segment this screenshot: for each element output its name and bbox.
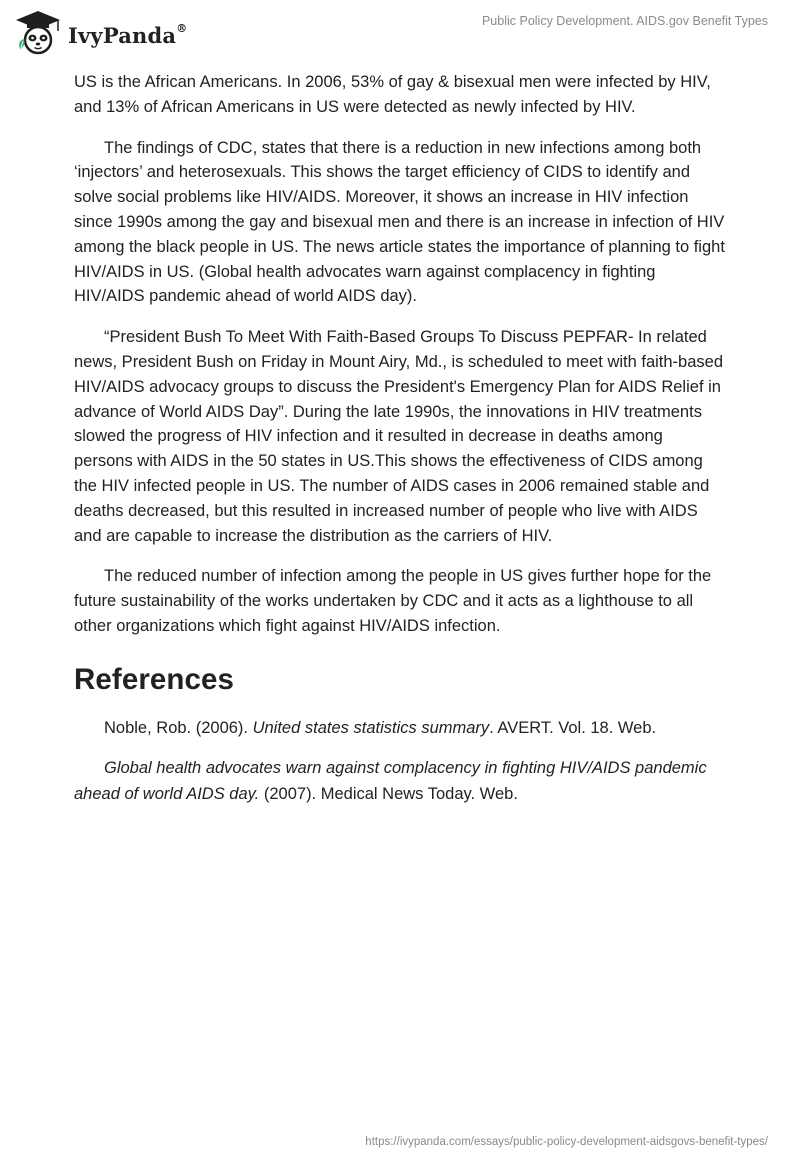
paragraph: The findings of CDC, states that there is a reduction in new infections among both ‘injectors’ and heterosexuals. This shows the target efficiency of CIDS to identify and solve social problems like HIV/AIDS. Moreover, it shows an increase in HIV infection since 1990s among the gay and bisexual men and there is an increase in infection of HIV among the black people in US. The news article states the importance of planning to fight HIV/AIDS in US. (Global health advocates warn against complacency in fighting HIV/AIDS pandemic ahead of world AIDS day). <box>74 138 725 306</box>
brand-text: IvyPanda <box>68 22 177 48</box>
references-heading: References <box>74 662 235 696</box>
registered-mark: ® <box>176 21 188 35</box>
reference-text: Noble, Rob. (2006). <box>104 718 253 737</box>
reference-title: Global health advocates warn against complacency in fighting HIV/AIDS pandemic ahead of world AIDS day. <box>74 758 707 803</box>
essay-content <box>74 70 726 821</box>
reference-text: (2007). Medical News Today. Web. <box>259 784 518 803</box>
reference-entry <box>74 755 726 807</box>
reference-entry <box>74 715 726 741</box>
brand-name <box>68 23 187 48</box>
ivypanda-logo[interactable] <box>14 8 187 58</box>
paragraph: The reduced number of infection among the people in US gives further hope for the future sustainability of the works undertaken by CDC and it acts as a lighthouse to all other organizations which fight against HIV/AIDS infection. <box>74 567 712 635</box>
document-title: Public Policy Development. AIDS.gov Benefit Types <box>481 14 768 28</box>
page-header <box>0 0 800 64</box>
paragraph: “President Bush To Meet With Faith-Based Groups To Discuss PEPFAR- In related news, President Bush on Friday in Mount Airy, Md., is scheduled to meet with faith-based HIV/AIDS advocacy groups to discuss the President's Emergency Plan for AIDS Relief in advance of World AIDS Day”. During the late 1990s, the innovations in HIV treatments slowed the progress of HIV infection and it resulted in decrease in deaths among persons with AIDS in the 50 states in US.This shows the effectiveness of CIDS among the HIV infected people in US. The number of AIDS cases in 2006 remained stable and deaths decreased, but this resulted in increased number of people who live with AIDS and are capable to increase the distribution as the carriers of HIV. <box>74 328 724 545</box>
source-url[interactable]: https://ivypanda.com/essays/public-policy-development-aidsgovs-benefit-types/ <box>365 1136 768 1148</box>
reference-text: . AVERT. Vol. 18. Web. <box>489 718 657 737</box>
panda-icon <box>14 9 62 57</box>
paragraph: US is the African Americans. In 2006, 53% of gay & bisexual men were infected by HIV, and 13% of African Americans in US were detected as newly infected by HIV. <box>74 73 711 116</box>
reference-title: United states statistics summary <box>252 718 490 737</box>
